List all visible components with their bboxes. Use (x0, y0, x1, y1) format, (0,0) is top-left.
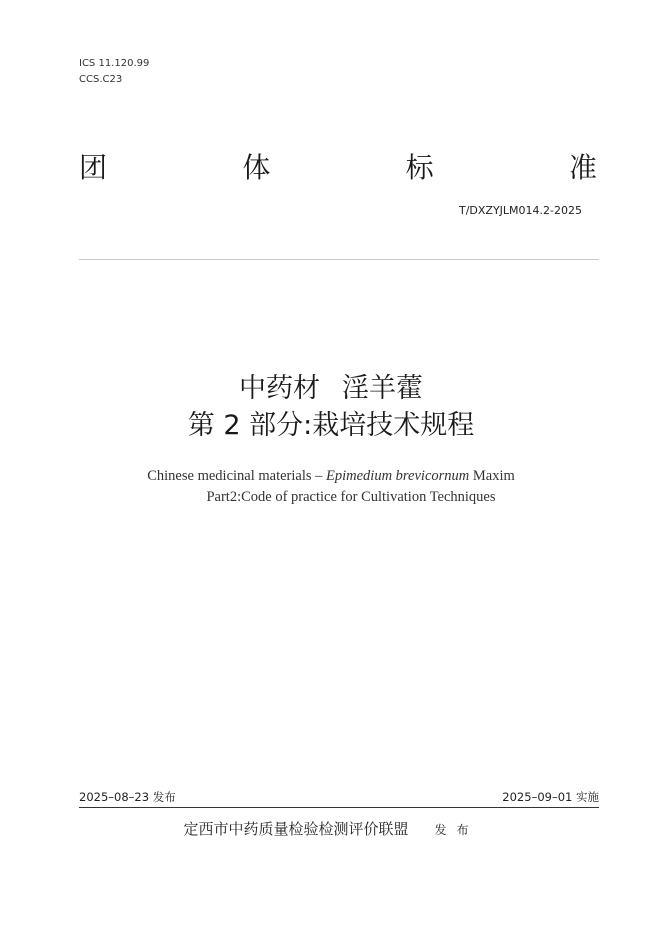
publish-date: 2025–08–23 发布 (79, 790, 176, 804)
standard-type-char: 标 (405, 151, 434, 184)
ccs-code: CCS.C23 (79, 74, 123, 85)
standard-type-heading (79, 150, 597, 186)
standard-number: T/DXZYJLM014.2-2025 (458, 204, 582, 217)
english-title-suffix: Maxim (469, 468, 515, 484)
standard-type-char: 团 (79, 151, 108, 184)
english-title-line2: Part2:Code of practice for Cultivation Techniques (206, 489, 496, 505)
issuer-action: 发布 (434, 823, 479, 837)
issuer-name: 定西市中药质量检验检测评价联盟 (183, 820, 409, 838)
implement-date: 2025–09–01 实施 (502, 790, 599, 804)
chinese-title-line1 (0, 371, 662, 407)
classification-codes (79, 56, 149, 88)
standard-type-char: 准 (568, 151, 597, 184)
title-herb: 淫羊藿 (342, 373, 423, 404)
title-material: 中药材 (239, 373, 320, 404)
footer-divider (79, 807, 599, 808)
date-row (79, 789, 599, 805)
header-divider (79, 259, 599, 260)
chinese-title-line2: 第 2 部分:栽培技术规程 (187, 410, 475, 441)
english-title-line1 (0, 466, 662, 487)
standard-type-char: 体 (242, 151, 271, 184)
ics-code: ICS 11.120.99 (79, 58, 150, 69)
species-name: Epimedium brevicornum (326, 468, 470, 484)
english-title-prefix: Chinese medicinal materials – (147, 468, 327, 484)
issuer-line (0, 818, 662, 839)
